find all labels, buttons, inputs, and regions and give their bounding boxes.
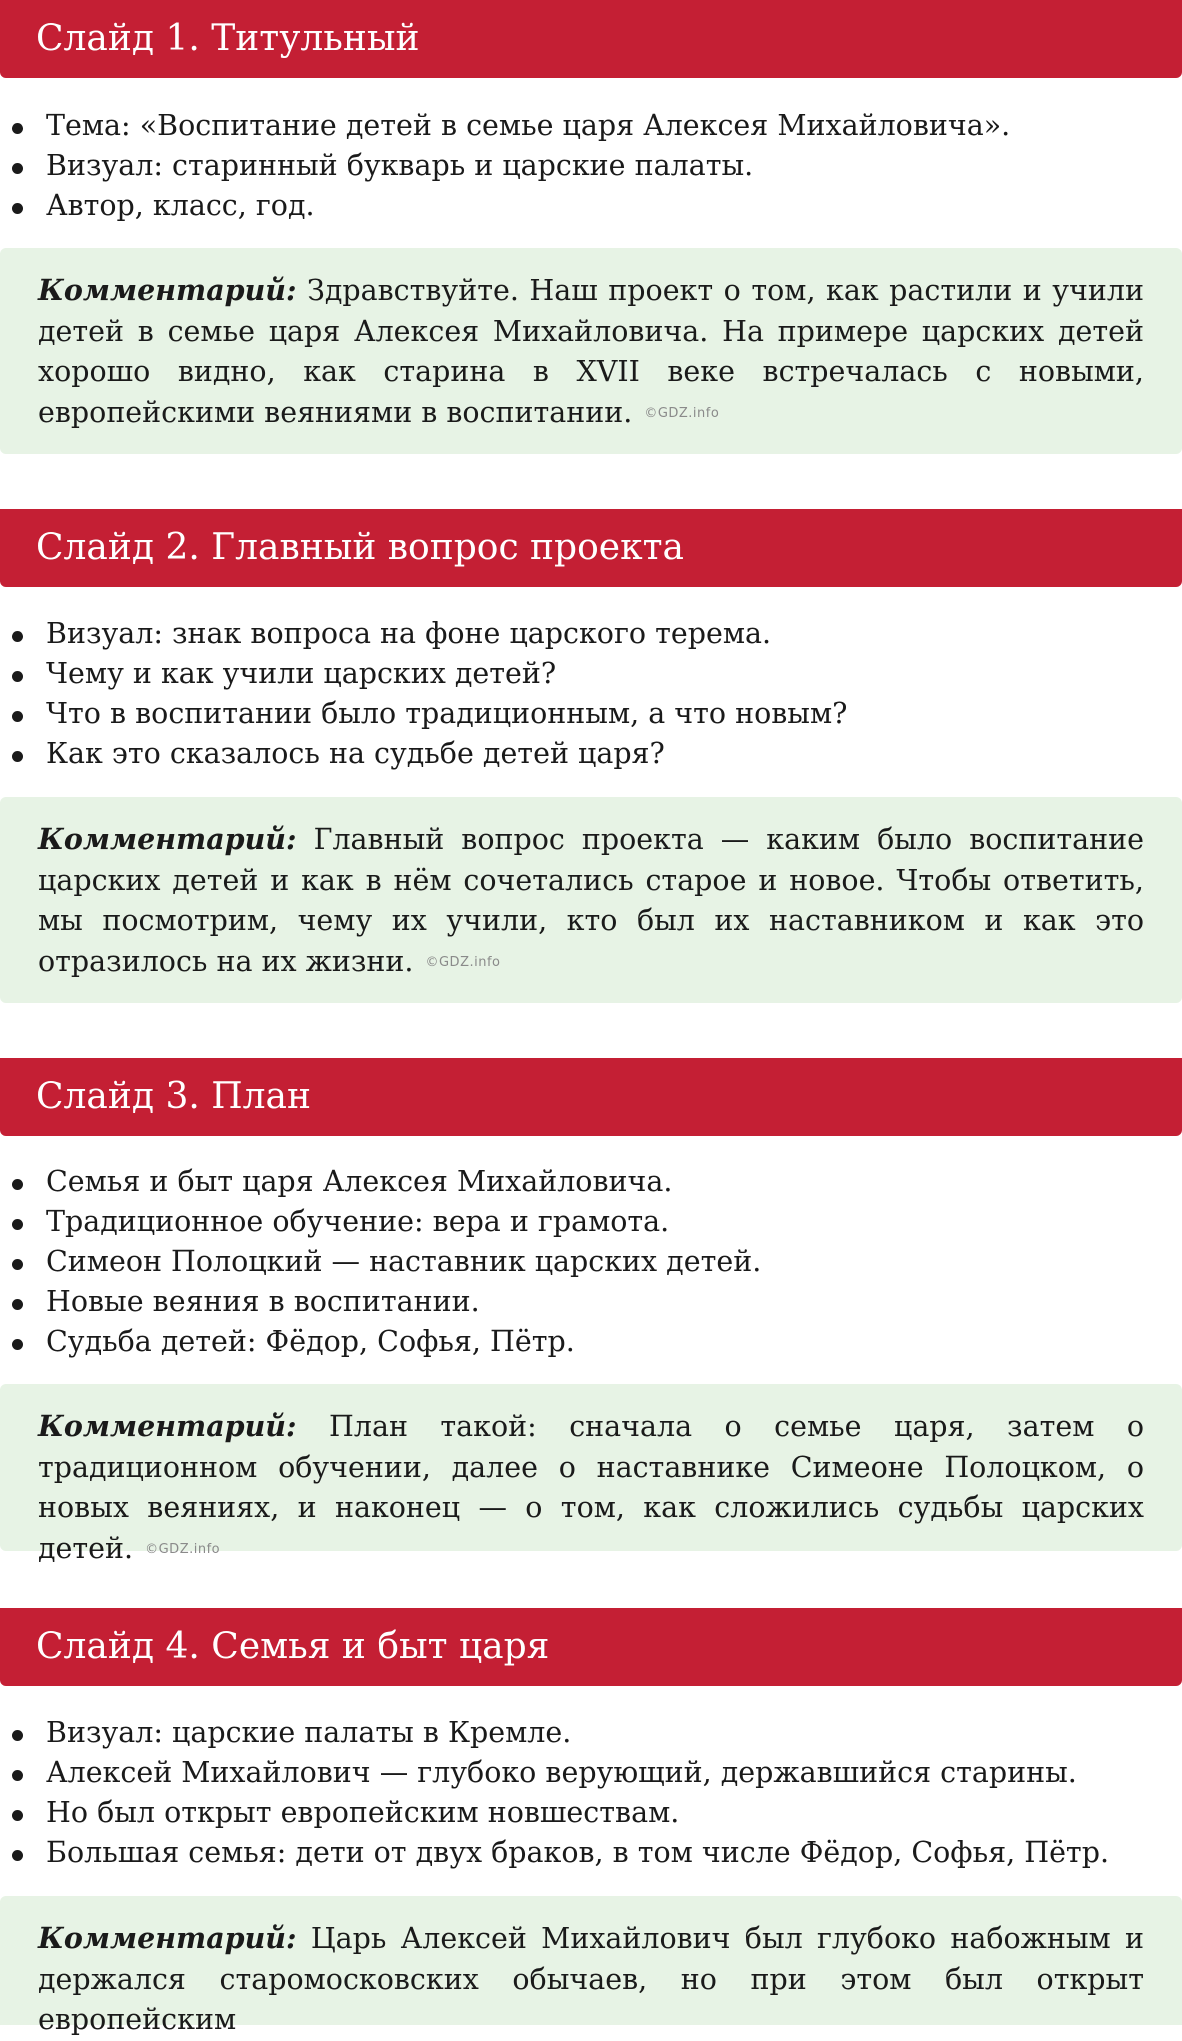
list-item: Алексей Михайлович — глубоко верующий, державшийся старины. bbox=[0, 1753, 1182, 1793]
slide-4-title: Слайд 4. Семья и быт царя bbox=[0, 1608, 1182, 1686]
list-item: Большая семья: дети от двух браков, в том числе Фёдор, Софья, Пётр. bbox=[0, 1833, 1182, 1873]
list-item: Но был открыт европейским новшествам. bbox=[0, 1793, 1182, 1833]
list-item: Как это сказалось на судьбе детей царя? bbox=[0, 734, 1182, 774]
list-item: Визуал: знак вопроса на фоне царского терема. bbox=[0, 614, 1182, 654]
watermark: ©GDZ.info bbox=[145, 1541, 221, 1557]
list-item: Симеон Полоцкий — наставник царских детей. bbox=[0, 1242, 1182, 1282]
slide-1-comment bbox=[0, 248, 1182, 454]
list-item: Новые веяния в воспитании. bbox=[0, 1282, 1182, 1322]
slide-2-title: Слайд 2. Главный вопрос проекта bbox=[0, 509, 1182, 587]
list-item: Тема: «Воспитание детей в семье царя Алексея Михайловича». bbox=[0, 106, 1182, 146]
watermark: ©GDZ.info bbox=[644, 405, 720, 421]
slide-3-title: Слайд 3. План bbox=[0, 1058, 1182, 1136]
list-item: Семья и быт царя Алексея Михайловича. bbox=[0, 1162, 1182, 1202]
list-item: Что в воспитании было традиционным, а что новым? bbox=[0, 694, 1182, 734]
slide-3-bullet-list bbox=[0, 1162, 1182, 1362]
slide-1-title: Слайд 1. Титульный bbox=[0, 0, 1182, 78]
comment-text: Главный вопрос проекта — каким было воспитание царских детей и как в нём сочетались старое и новое. Чтобы ответить, мы посмотрим, чему их учили, кто был их наставником и как это отразилось на их жизни. bbox=[38, 823, 1144, 978]
slide-2-comment bbox=[0, 797, 1182, 1003]
comment-label: Комментарий: bbox=[38, 1921, 297, 1955]
comment-label: Комментарий: bbox=[38, 273, 297, 307]
slide-4-bullet-list bbox=[0, 1713, 1182, 1873]
comment-label: Комментарий: bbox=[38, 822, 297, 856]
comment-text: Царь Алексей Михайлович был глубоко набожным и держался старомосковских обычаев, но при этом был открыт европейским bbox=[38, 1922, 1144, 2036]
slide-3-comment bbox=[0, 1384, 1182, 1565]
comment-label: Комментарий: bbox=[38, 1409, 297, 1443]
watermark: ©GDZ.info bbox=[425, 954, 501, 970]
list-item: Судьба детей: Фёдор, Софья, Пётр. bbox=[0, 1322, 1182, 1362]
comment-text: План такой: сначала о семье царя, затем о традиционном обучении, далее о наставнике Симеоне Полоцком, о новых веяниях, и наконец — о том, как сложились судьбы царских детей. bbox=[38, 1410, 1145, 1565]
list-item: Чему и как учили царских детей? bbox=[0, 654, 1182, 694]
slide-4-comment bbox=[0, 1896, 1182, 2036]
slide-2-bullet-list bbox=[0, 614, 1182, 774]
list-item: Автор, класс, год. bbox=[0, 186, 1182, 226]
list-item: Визуал: царские палаты в Кремле. bbox=[0, 1713, 1182, 1753]
list-item: Визуал: старинный букварь и царские палаты. bbox=[0, 146, 1182, 186]
list-item: Традиционное обучение: вера и грамота. bbox=[0, 1202, 1182, 1242]
comment-text: Здравствуйте. Наш проект о том, как растили и учили детей в семье царя Алексея Михайловича. На примере царских детей хорошо видно, как старина в XVII веке встречалась с новыми, европейскими веяниями в воспитании. bbox=[38, 274, 1144, 429]
slide-1-bullet-list bbox=[0, 106, 1182, 226]
